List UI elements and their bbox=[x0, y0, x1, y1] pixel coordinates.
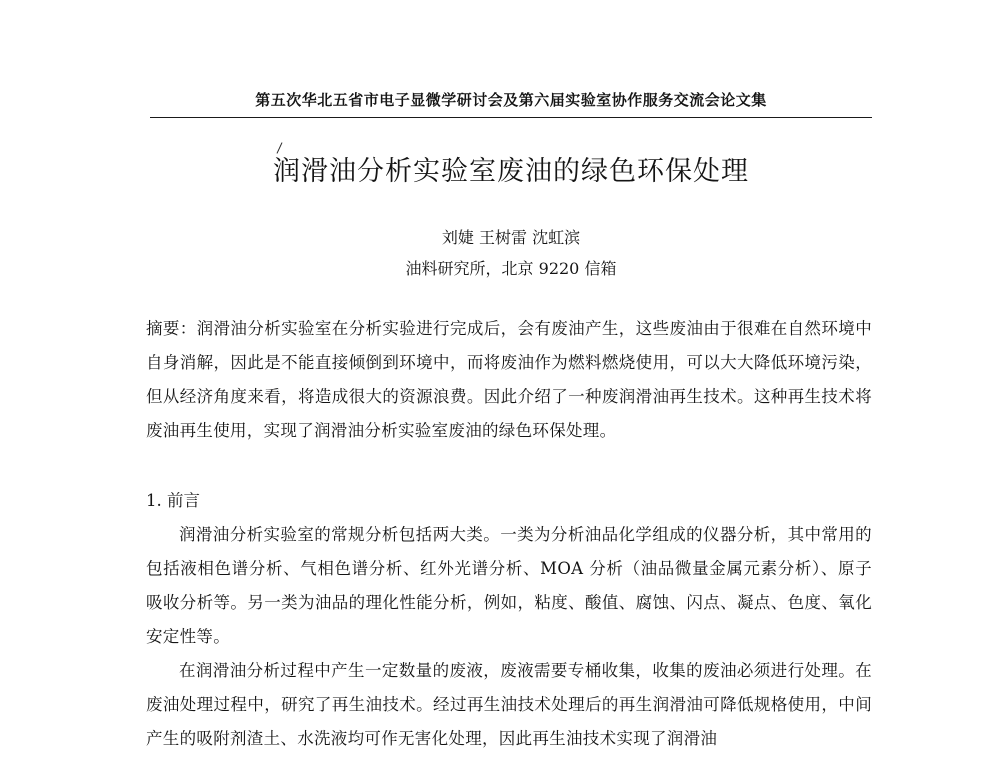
author-list: 刘婕 王树雷 沈虹滨 bbox=[441, 228, 581, 247]
pen-mark bbox=[277, 142, 283, 153]
affiliation: 油料研究所，北京 9220 信箱 bbox=[405, 259, 617, 278]
running-header: 第五次华北五省市电子显微学研讨会及第六届实验室协作服务交流会论文集 bbox=[255, 91, 767, 109]
paper-title: 润滑油分析实验室废油的绿色环保处理 bbox=[273, 156, 749, 187]
paragraph: 在润滑油分析过程中产生一定数量的废液，废液需要专桶收集，收集的废油必须进行处理。在废油处理过程中，研究了再生油技术。经过再生油技术处理后的再生润滑油可降低规格使用，中间产生的吸附剂渣土、水洗液均可作无害化处理，因此再生油技术实现了润滑油 bbox=[146, 661, 872, 748]
abstract: 摘要：润滑油分析实验室在分析实验进行完成后，会有废油产生，这些废油由于很难在自然环境中自身消解，因此是不能直接倾倒到环境中，而将废油作为燃料燃烧使用，可以大大降低环境污染，但从经济角度来看，将造成很大的资源浪费。因此介绍了一种废润滑油再生技术。这种再生技术将废油再生使用，实现了润滑油分析实验室废油的绿色环保处理。 bbox=[146, 319, 872, 440]
header-rule bbox=[150, 117, 872, 118]
paragraph: 润滑油分析实验室的常规分析包括两大类。一类为分析油品化学组成的仪器分析，其中常用的包括液相色谱分析、气相色谱分析、红外光谱分析、MOA 分析（油品微量金属元素分析）、原子吸收分析等。另一类为油品的理化性能分析，例如，粘度、酸值、腐蚀、闪点、凝点、色度、氧化安定性等。 bbox=[146, 525, 872, 646]
section-heading: 1. 前言 bbox=[146, 491, 200, 510]
